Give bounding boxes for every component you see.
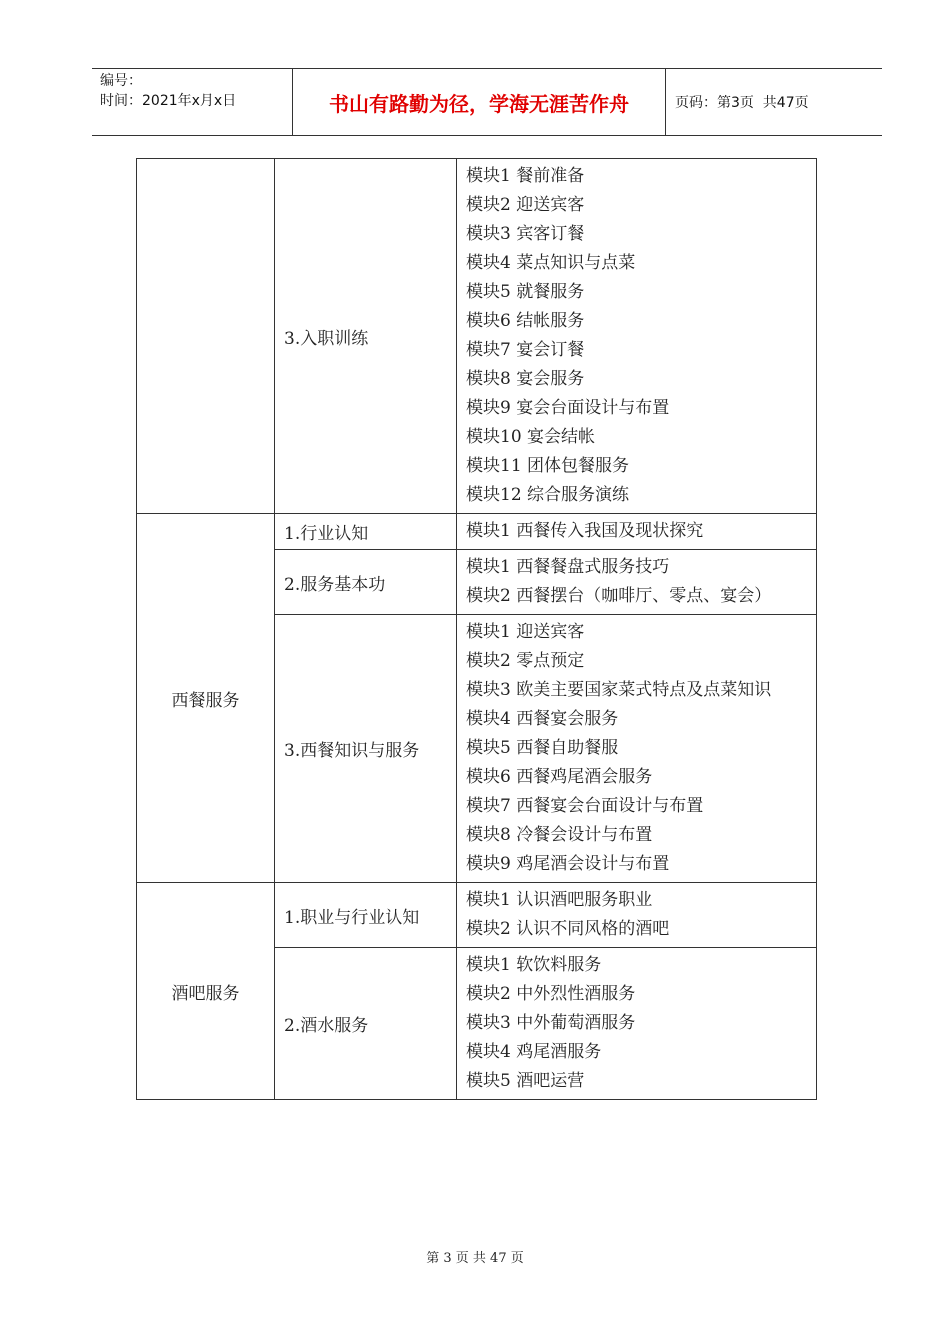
category-cell: 酒吧服务 <box>137 883 275 1100</box>
page-label: 页码：第3页 共47页 <box>675 95 809 111</box>
modules-cell <box>457 550 817 615</box>
module-item: 模块1 迎送宾客 <box>466 622 585 642</box>
module-item: 模块7 西餐宴会台面设计与布置 <box>466 796 704 816</box>
module-item: 模块10 宴会结帐 <box>466 427 596 447</box>
module-item: 模块3 中外葡萄酒服务 <box>466 1013 636 1033</box>
module-item: 模块4 西餐宴会服务 <box>466 709 619 729</box>
sub-cell: 1.职业与行业认知 <box>275 883 457 948</box>
module-item: 模块2 迎送宾客 <box>466 195 585 215</box>
header-meta <box>92 69 293 135</box>
module-item: 模块6 西餐鸡尾酒会服务 <box>466 767 653 787</box>
module-item: 模块5 酒吧运营 <box>466 1071 585 1091</box>
module-item: 模块1 西餐传入我国及现状探究 <box>466 521 704 541</box>
table-row <box>137 514 817 550</box>
sub-cell: 2.酒水服务 <box>275 948 457 1100</box>
module-item: 模块9 鸡尾酒会设计与布置 <box>466 854 670 874</box>
module-item: 模块1 软饮料服务 <box>466 955 602 975</box>
page-footer <box>0 1247 950 1266</box>
modules-cell <box>457 514 817 550</box>
table-row <box>137 883 817 948</box>
module-item: 模块2 零点预定 <box>466 651 585 671</box>
number-label: 编号： <box>100 73 142 89</box>
module-item: 模块4 鸡尾酒服务 <box>466 1042 602 1062</box>
module-item: 模块6 结帐服务 <box>466 311 585 331</box>
page-header <box>92 68 882 136</box>
module-item: 模块8 宴会服务 <box>466 369 585 389</box>
slogan: 书山有路勤为径，学海无涯苦作舟 <box>293 69 666 135</box>
module-item: 模块1 认识酒吧服务职业 <box>466 890 653 910</box>
module-item: 模块1 餐前准备 <box>466 166 585 186</box>
module-item: 模块8 冷餐会设计与布置 <box>466 825 653 845</box>
footer-page-number: 第 3 页 共 47 页 <box>426 1251 524 1266</box>
module-item: 模块12 综合服务演练 <box>466 485 630 505</box>
time-label: 时间：2021年x月x日 <box>100 93 237 109</box>
module-item: 模块3 宾客订餐 <box>466 224 585 244</box>
category-cell-empty <box>137 159 275 514</box>
module-item: 模块11 团体包餐服务 <box>466 456 630 476</box>
module-item: 模块9 宴会台面设计与布置 <box>466 398 670 418</box>
sub-cell: 3.西餐知识与服务 <box>275 615 457 883</box>
header-page <box>666 69 882 135</box>
module-item: 模块3 欧美主要国家菜式特点及点菜知识 <box>466 680 772 700</box>
module-item: 模块1 西餐餐盘式服务技巧 <box>466 557 670 577</box>
sub-cell: 2.服务基本功 <box>275 550 457 615</box>
module-item: 模块2 中外烈性酒服务 <box>466 984 636 1004</box>
modules-cell <box>457 159 817 514</box>
table-row <box>137 159 817 514</box>
module-item: 模块2 西餐摆台（咖啡厅、零点、宴会） <box>466 586 772 606</box>
module-item: 模块2 认识不同风格的酒吧 <box>466 919 670 939</box>
module-item: 模块5 西餐自助餐服 <box>466 738 619 758</box>
modules-cell <box>457 883 817 948</box>
module-item: 模块4 菜点知识与点菜 <box>466 253 636 273</box>
sub-cell: 1.行业认知 <box>275 514 457 550</box>
sub-cell: 3.入职训练 <box>275 159 457 514</box>
modules-cell <box>457 615 817 883</box>
course-table <box>136 158 817 1100</box>
module-item: 模块5 就餐服务 <box>466 282 585 302</box>
module-item: 模块7 宴会订餐 <box>466 340 585 360</box>
category-cell: 西餐服务 <box>137 514 275 883</box>
modules-cell <box>457 948 817 1100</box>
